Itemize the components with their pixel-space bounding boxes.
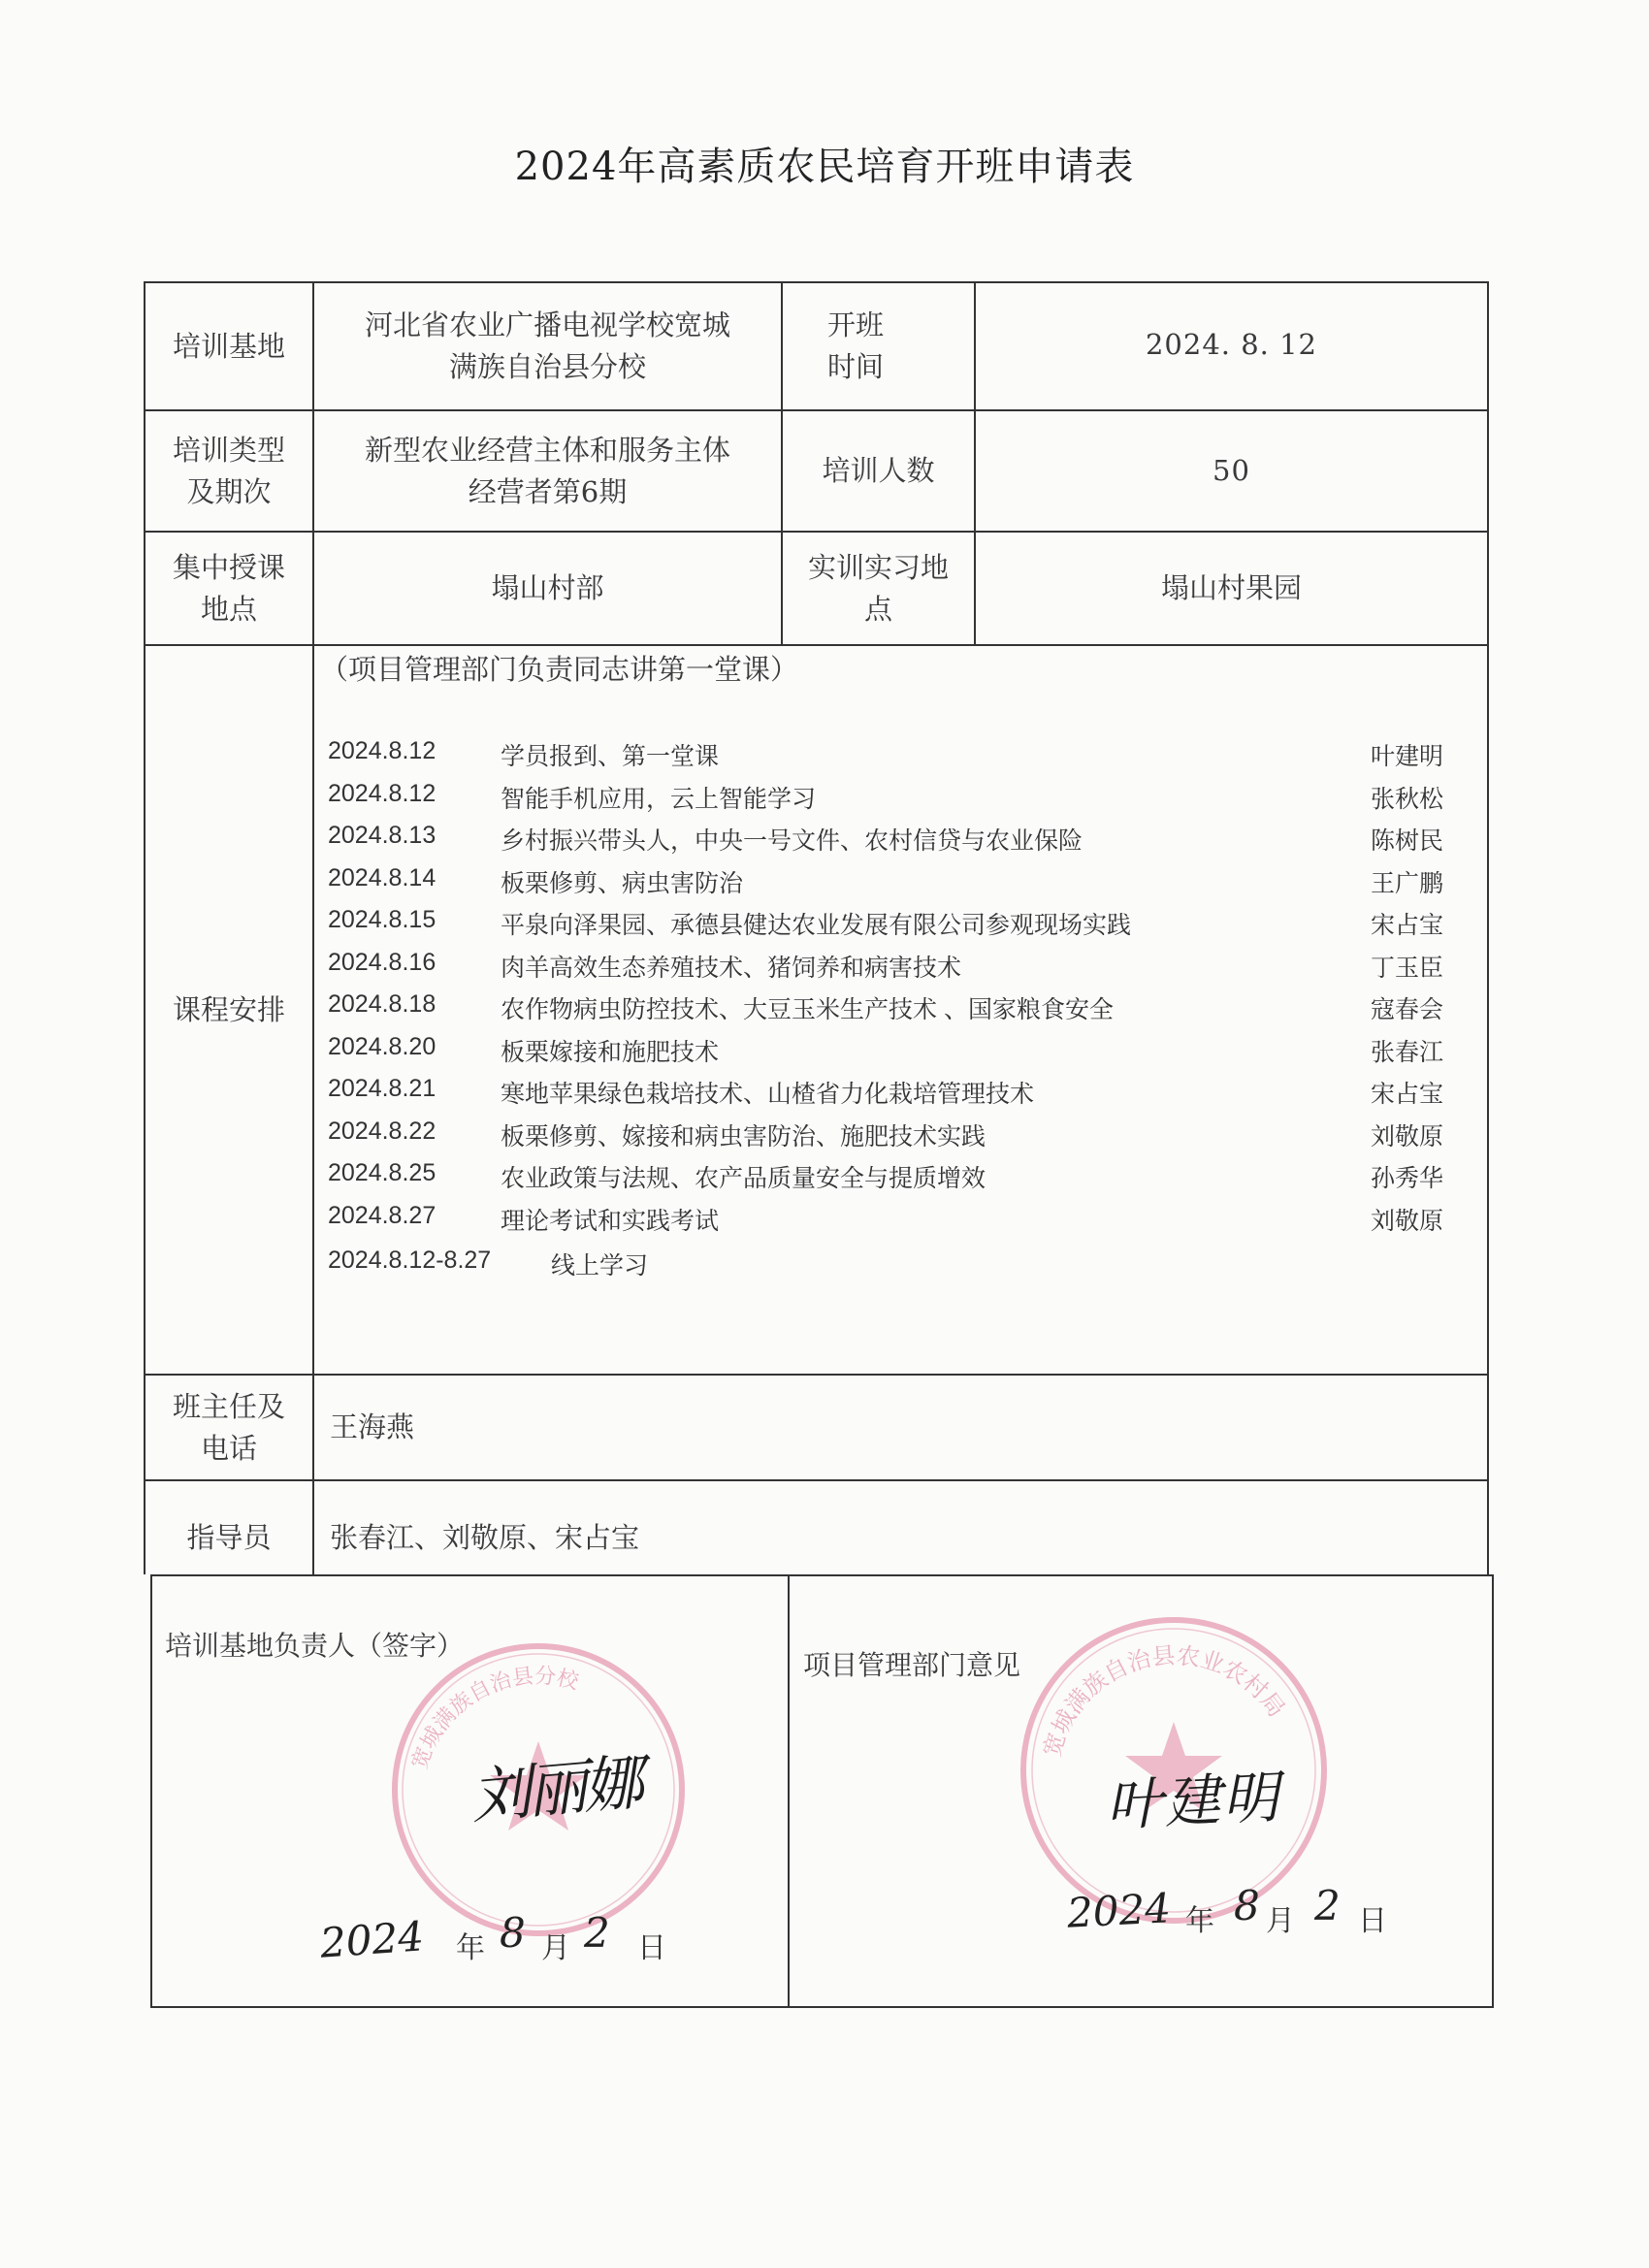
practice-label-line1: 实训实习地 bbox=[807, 550, 949, 584]
schedule-date: 2024.8.22 bbox=[328, 1117, 436, 1145]
venue-label-line1: 集中授课 bbox=[172, 550, 285, 584]
schedule-topic: 平泉向泽果园、承德县健达农业发展有限公司参观现场实践 bbox=[501, 912, 1132, 939]
count-value: 50 bbox=[1212, 454, 1250, 487]
base-value-line1: 河北省农业广播电视学校宽城 bbox=[364, 308, 730, 341]
stamp-text: 宽城满族自治县分校 bbox=[407, 1664, 581, 1773]
base-label: 培训基地 bbox=[172, 329, 285, 363]
start-label-line1: 开班 bbox=[826, 308, 884, 341]
divider bbox=[788, 1574, 790, 2006]
schedule-date: 2024.8.15 bbox=[328, 906, 436, 933]
schedule-row bbox=[328, 906, 1443, 945]
schedule-topic: 板栗修剪、病虫害防治 bbox=[501, 869, 744, 897]
schedule-topic: 农作物病虫防控技术、大豆玉米生产技术 、国家粮食安全 bbox=[501, 996, 1114, 1023]
schedule-label: 课程安排 bbox=[172, 992, 285, 1026]
schedule-date: 2024.8.14 bbox=[328, 863, 436, 891]
schedule-row bbox=[328, 1118, 1443, 1156]
schedule-teacher: 宋占宝 bbox=[1370, 1081, 1443, 1108]
schedule-teacher: 孙秀华 bbox=[1370, 1165, 1443, 1192]
schedule-row bbox=[328, 780, 1443, 819]
schedule-topic: 智能手机应用，云上智能学习 bbox=[501, 785, 817, 813]
right-date-month: 8 bbox=[1234, 1882, 1260, 1929]
left-date-day-unit: 日 bbox=[637, 1931, 666, 1965]
schedule-row bbox=[328, 737, 1443, 776]
practice-label-line2: 点 bbox=[863, 592, 892, 626]
base-value-line2: 满族自治县分校 bbox=[448, 350, 646, 383]
schedule-teacher: 刘敬原 bbox=[1370, 1207, 1443, 1235]
schedule-date: 2024.8.12 bbox=[328, 779, 436, 807]
practice-label bbox=[783, 533, 974, 644]
type-value-line2: 经营者第6期 bbox=[468, 474, 628, 508]
schedule-row bbox=[328, 949, 1443, 988]
head-teacher-label bbox=[146, 1376, 312, 1479]
head-teacher-value: 王海燕 bbox=[330, 1410, 415, 1443]
head-teacher-label-line2: 电话 bbox=[200, 1431, 257, 1465]
type-label-line1: 培训类型 bbox=[172, 433, 285, 467]
right-date-day-unit: 日 bbox=[1358, 1904, 1387, 1938]
online-row bbox=[328, 1247, 1443, 1285]
schedule-teacher: 宋占宝 bbox=[1370, 912, 1443, 939]
type-label-line2: 及期次 bbox=[186, 474, 272, 508]
count-label: 培训人数 bbox=[822, 454, 935, 487]
schedule-date: 2024.8.16 bbox=[328, 948, 436, 976]
schedule-topic: 农业政策与法规、农产品质量安全与提质增效 bbox=[501, 1165, 986, 1192]
left-signature: 刘丽娜 bbox=[468, 1746, 643, 1832]
divider bbox=[150, 1574, 1494, 1576]
schedule-teacher: 刘敬原 bbox=[1370, 1122, 1443, 1150]
schedule-date: 2024.8.27 bbox=[328, 1201, 436, 1229]
table-border-right bbox=[1487, 281, 1489, 1574]
base-value bbox=[314, 283, 781, 409]
schedule-row bbox=[328, 1033, 1443, 1072]
right-date-year: 2024 bbox=[1065, 1884, 1173, 1937]
schedule-date: 2024.8.13 bbox=[328, 822, 436, 849]
sign-right-label: 项目管理部门意见 bbox=[803, 1649, 1021, 1681]
left-date-month: 8 bbox=[500, 1909, 526, 1957]
type-value bbox=[314, 411, 781, 531]
online-date: 2024.8.12-8.27 bbox=[328, 1247, 492, 1274]
venue-label bbox=[146, 533, 312, 644]
head-teacher-label-line1: 班主任及 bbox=[172, 1389, 285, 1423]
start-value: 2024. 8. 12 bbox=[1145, 328, 1318, 361]
schedule-topic: 学员报到、第一堂课 bbox=[501, 743, 720, 770]
schedule-teacher: 叶建明 bbox=[1370, 743, 1443, 770]
schedule-date: 2024.8.18 bbox=[328, 990, 436, 1018]
right-date-day: 2 bbox=[1314, 1882, 1341, 1929]
schedule-teacher: 张秋松 bbox=[1370, 785, 1443, 813]
schedule-teacher: 寇春会 bbox=[1370, 996, 1443, 1023]
schedule-teacher: 张春江 bbox=[1370, 1038, 1443, 1066]
instructor-label: 指导员 bbox=[186, 1520, 272, 1554]
divider bbox=[144, 644, 1489, 646]
right-date-year-unit: 年 bbox=[1185, 1904, 1214, 1938]
left-date-year-unit: 年 bbox=[456, 1931, 485, 1965]
schedule-topic: 寒地苹果绿色栽培技术、山楂省力化栽培管理技术 bbox=[501, 1081, 1035, 1108]
schedule-teacher: 丁玉臣 bbox=[1370, 954, 1443, 982]
left-date-day: 2 bbox=[584, 1909, 610, 1957]
schedule-date: 2024.8.20 bbox=[328, 1032, 436, 1060]
schedule-topic: 理论考试和实践考试 bbox=[501, 1207, 720, 1235]
online-topic: 线上学习 bbox=[551, 1252, 649, 1280]
right-date-month-unit: 月 bbox=[1266, 1904, 1295, 1938]
practice-value: 塌山村果园 bbox=[1160, 571, 1302, 604]
schedule-row bbox=[328, 990, 1443, 1029]
start-label-line2: 时间 bbox=[826, 350, 884, 383]
schedule-row bbox=[328, 1075, 1443, 1114]
left-date-year: 2024 bbox=[318, 1912, 426, 1967]
type-label bbox=[146, 411, 312, 531]
table-border-bottom bbox=[150, 2006, 1494, 2008]
schedule-row bbox=[328, 822, 1443, 860]
schedule-teacher: 陈树民 bbox=[1370, 827, 1443, 855]
schedule-topic: 乡村振兴带头人，中央一号文件、农村信贷与农业保险 bbox=[501, 827, 1083, 855]
schedule-date: 2024.8.21 bbox=[328, 1075, 436, 1102]
schedule-row bbox=[328, 1159, 1443, 1198]
venue-label-line2: 地点 bbox=[200, 592, 257, 626]
schedule-topic: 板栗嫁接和施肥技术 bbox=[501, 1038, 720, 1066]
schedule-row bbox=[328, 1202, 1443, 1241]
page-title: 2024年高素质农民培育开班申请表 bbox=[514, 145, 1135, 189]
start-label bbox=[783, 283, 928, 409]
stamp-text: 宽城满族自治县农业农村局 bbox=[1038, 1641, 1291, 1761]
schedule-date: 2024.8.25 bbox=[328, 1159, 436, 1186]
right-signature: 叶建明 bbox=[1104, 1764, 1282, 1839]
sign-left-label: 培训基地负责人（签字） bbox=[165, 1630, 465, 1662]
schedule-teacher: 王广鹏 bbox=[1370, 869, 1443, 897]
instructor-value: 张春江、刘敬原、宋占宝 bbox=[330, 1520, 640, 1554]
type-value-line1: 新型农业经营主体和服务主体 bbox=[364, 433, 730, 467]
schedule-topic: 肉羊高效生态养殖技术、猪饲养和病害技术 bbox=[501, 954, 962, 982]
divider bbox=[150, 1574, 152, 2008]
schedule-note: （项目管理部门负责同志讲第一堂课） bbox=[320, 653, 799, 686]
divider bbox=[144, 1479, 1489, 1481]
venue-value: 塌山村部 bbox=[491, 571, 604, 604]
schedule-row bbox=[328, 864, 1443, 903]
divider bbox=[1492, 1574, 1494, 2008]
schedule-topic: 板栗修剪、嫁接和病虫害防治、施肥技术实践 bbox=[501, 1122, 986, 1150]
schedule-date: 2024.8.12 bbox=[328, 737, 436, 764]
left-date-month-unit: 月 bbox=[541, 1931, 570, 1965]
